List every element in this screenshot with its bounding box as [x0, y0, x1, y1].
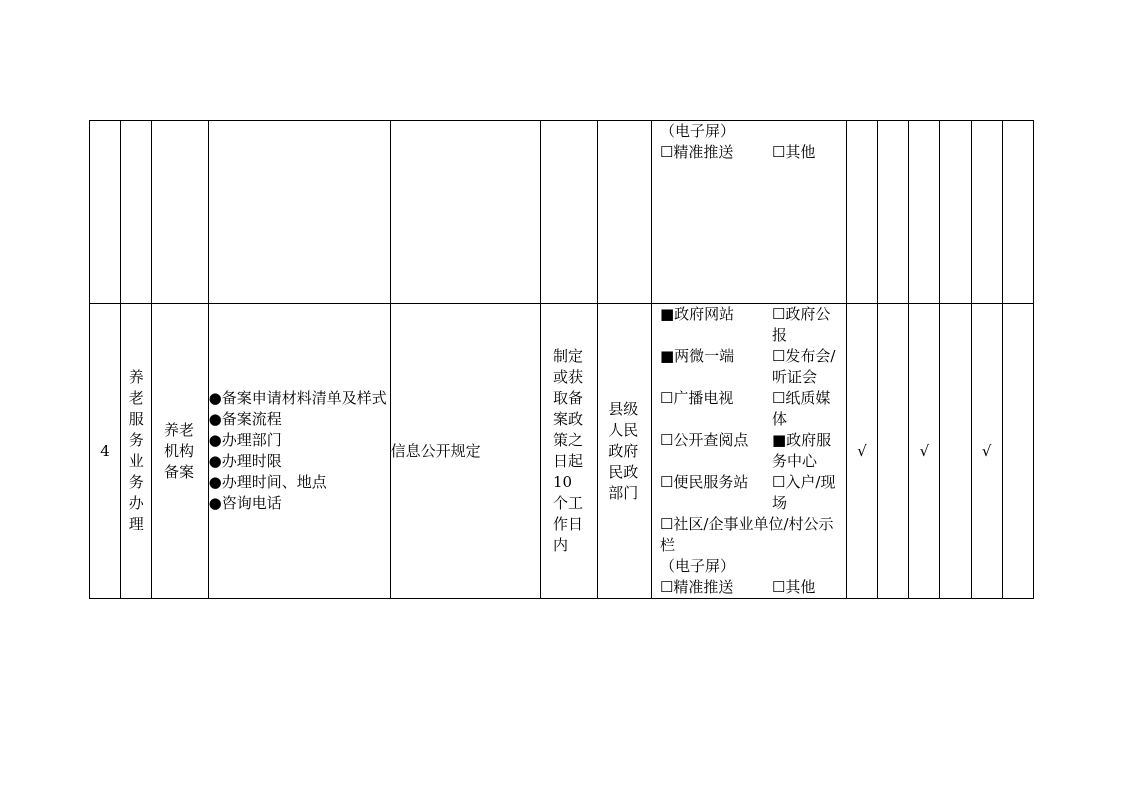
- channel-option: ☐其他: [771, 143, 816, 161]
- category-text: 养老服务业务办理: [128, 368, 144, 533]
- channel-option: ☐精准推送: [659, 578, 734, 596]
- item-cell: [152, 121, 208, 304]
- basis-cell: [390, 121, 541, 304]
- content-item: ●办理时限: [208, 452, 282, 470]
- basis-cell: 信息公开规定: [390, 304, 541, 599]
- channel-line: （电子屏）: [659, 122, 735, 140]
- table-row: [90, 121, 1034, 304]
- channel-line: [660, 577, 836, 598]
- channel-option: ☐精准推送: [659, 143, 734, 161]
- mark-cell: [909, 121, 940, 304]
- channel-line: [660, 304, 836, 346]
- content-item: ●备案申请材料清单及样式: [208, 389, 387, 407]
- channel-line: [660, 472, 836, 514]
- mark-cell: [940, 121, 971, 304]
- category-cell: [121, 121, 152, 304]
- channel-option: ☐公开查阅点: [659, 431, 749, 449]
- mark-cell: [971, 121, 1002, 304]
- mark-cell: [878, 304, 909, 599]
- content-item: ●办理部门: [208, 431, 282, 449]
- subject-cell: [597, 304, 651, 599]
- channel-option: ☐便民服务站: [659, 473, 749, 491]
- channel-option: ☐纸质媒体: [771, 389, 831, 428]
- time-limit-cell: [541, 121, 597, 304]
- content-item: ●办理时间、地点: [208, 473, 327, 491]
- subject-cell: [597, 121, 651, 304]
- channel-option: ■两微一端: [659, 347, 735, 365]
- mark-cell: [1002, 304, 1033, 599]
- mark-cell: [1002, 121, 1033, 304]
- subject-text: 县级人民政府民政部门: [608, 399, 639, 502]
- channel-line: [660, 142, 836, 163]
- channel-line: [660, 346, 836, 388]
- channel-option: ☐广播电视: [659, 389, 734, 407]
- channel-option: ☐发布会/听证会: [771, 347, 836, 386]
- time-limit-cell: [541, 304, 597, 599]
- table-row: [90, 304, 1034, 599]
- channel-line: [660, 430, 836, 472]
- mark-cell: [878, 121, 909, 304]
- content-cell: [208, 121, 390, 304]
- mark-cell: √: [971, 304, 1002, 599]
- seq-cell: 4: [90, 304, 121, 599]
- channel-option: ☐社区/企事业单位/村公示栏: [659, 515, 834, 554]
- channel-option: ■政府网站: [659, 305, 735, 323]
- channel-option: ☐政府公报: [771, 305, 831, 344]
- channels-cell: [651, 121, 846, 304]
- disclosure-table: [89, 120, 1034, 599]
- channel-option: ☐其他: [771, 578, 816, 596]
- mark-cell: [940, 304, 971, 599]
- channel-line: [660, 388, 836, 430]
- channel-option: ■政府服务中心: [771, 431, 832, 470]
- content-item: ●咨询电话: [208, 494, 282, 512]
- time-limit-text: 制定或获取备案政策之日起10个工作日内: [553, 347, 584, 554]
- item-cell: [152, 304, 208, 599]
- channel-line: （电子屏）: [659, 557, 735, 575]
- category-cell: [121, 304, 152, 599]
- mark-cell: [846, 121, 877, 304]
- channel-option: ☐入户/现场: [771, 473, 836, 512]
- item-text: 养老机构备案: [163, 420, 194, 481]
- content-cell: [208, 304, 390, 599]
- seq-cell: [90, 121, 121, 304]
- channels-cell: [651, 304, 846, 599]
- mark-cell: √: [846, 304, 877, 599]
- mark-cell: √: [909, 304, 940, 599]
- content-item: ●备案流程: [208, 410, 282, 428]
